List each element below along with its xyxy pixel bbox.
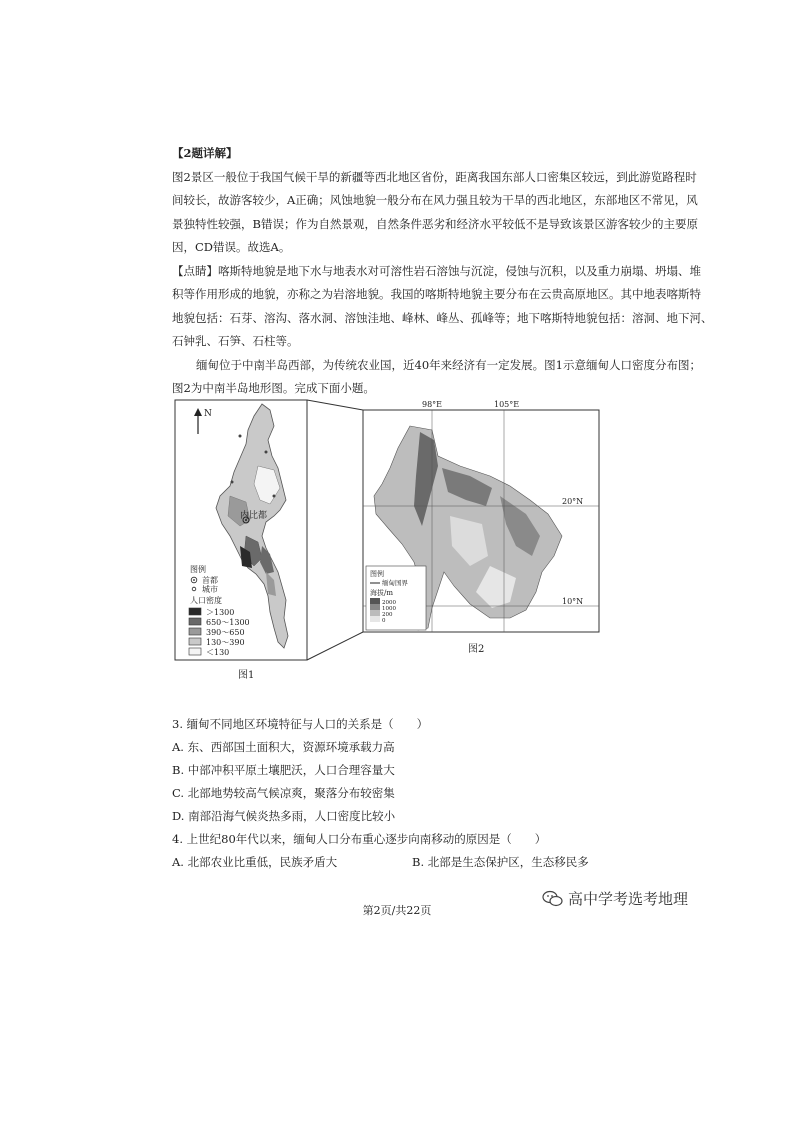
intro-line: 图2为中南半岛地形图。完成下面小题。 [172, 381, 375, 395]
density-label: 390～650 [206, 628, 245, 637]
detail-line: 景独特性较强，B错误；作为自然景观，自然条件恶劣和经济水平较低不是导致该景区游客较少的主要原 [172, 216, 698, 231]
detail-heading: 【2题详解】 [172, 146, 238, 160]
border-label: 缅甸国界 [382, 579, 408, 587]
page-footer: 第2页/共22页 [362, 904, 432, 917]
intro-line: 缅甸位于中南半岛西部，为传统农业国，近40年来经济有一定发展。图1示意缅甸人口密度分布图； [196, 357, 701, 372]
lat-label-20: 20°N [562, 497, 584, 506]
elev-title: 海拔/m [370, 589, 393, 597]
detail-line: 因，CD错误。故选A。 [172, 240, 291, 254]
elev-1000: 1000 [382, 606, 396, 612]
tip-line: 地貌包括：石芽、溶沟、落水洞、溶蚀洼地、峰林、峰丛、孤峰等；地下喀斯特地貌包括：溶洞、地下河、 [172, 310, 713, 325]
tip-line: 【点睛】喀斯特地貌是地下水与地表水对可溶性岩石溶蚀与沉淀，侵蚀与沉积，以及重力崩塌、坍塌、堆 [172, 263, 701, 278]
elev-0: 0 [382, 618, 386, 624]
fig1-legend-title: 图例 [190, 565, 206, 574]
zoom-line-bottom [307, 632, 363, 660]
capital-label: 内比都 [240, 511, 268, 521]
density-label: ＞1300 [206, 608, 235, 617]
zoom-line-top [307, 400, 363, 410]
question-4: 4. 上世纪80年代以来，缅甸人口分布重心逐步向南移动的原因是（ ） [172, 832, 547, 846]
density-swatch [189, 608, 201, 615]
density-label: ＜130 [206, 648, 230, 657]
option-3d: D. 南部沿海气候炎热多雨，人口密度比较小 [172, 809, 396, 823]
density-swatch [189, 648, 201, 655]
legend-city: 城市 [202, 585, 218, 594]
option-4b: B. 北部是生态保护区，生态移民多 [412, 855, 589, 869]
figure2-caption: 图2 [468, 644, 485, 655]
question-3: 3. 缅甸不同地区环境特征与人口的关系是（ ） [172, 717, 429, 731]
detail-line: 图2景区一般位于我国气候干旱的新疆等西北地区省份，距离我国东部人口密集区较远，到此游览路程时 [172, 169, 697, 184]
detail-line: 间较长，故游客较少，A正确；风蚀地貌一般分布在风力强且较为干旱的西北地区，东部地区不常见，风 [172, 193, 698, 207]
density-swatch [189, 628, 201, 635]
tip-line: 积等作用形成的地貌，亦称之为岩溶地貌。我国的喀斯特地貌主要分布在云贵高原地区。其中地表喀斯特 [172, 287, 701, 301]
watermark [542, 888, 688, 909]
lon-label-105: 105°E [494, 400, 520, 409]
tip-line: 石钟乳、石笋、石柱等。 [172, 334, 299, 348]
density-swatch [189, 638, 201, 645]
lat-label-10: 10°N [562, 597, 584, 606]
option-4a: A. 北部农业比重低，民族矛盾大 [172, 855, 338, 869]
wechat-icon [542, 890, 564, 908]
density-legend [189, 608, 250, 657]
option-3b: B. 中部冲积平原土壤肥沃，人口合理容量大 [172, 763, 395, 777]
elev-2000: 2000 [382, 600, 396, 606]
figures-svg [170, 396, 610, 686]
option-3a: A. 东、西部国土面积大，资源环境承载力高 [172, 740, 395, 754]
density-label: 130～390 [206, 638, 245, 647]
detail-section [172, 142, 713, 401]
density-label: 650～1300 [206, 618, 250, 627]
north-label: N [204, 409, 212, 419]
elev-200: 200 [382, 612, 393, 618]
figure1-caption: 图1 [238, 670, 255, 681]
density-title: 人口密度 [190, 596, 222, 605]
density-swatch [189, 618, 201, 625]
legend-capital: 首都 [202, 576, 218, 585]
option-3c: C. 北部地势较高气候凉爽，聚落分布较密集 [172, 786, 395, 800]
fig2-legend-title: 图例 [370, 570, 384, 578]
watermark-text: 高中学考选考地理 [568, 890, 689, 908]
lon-label-98: 98°E [422, 400, 443, 409]
